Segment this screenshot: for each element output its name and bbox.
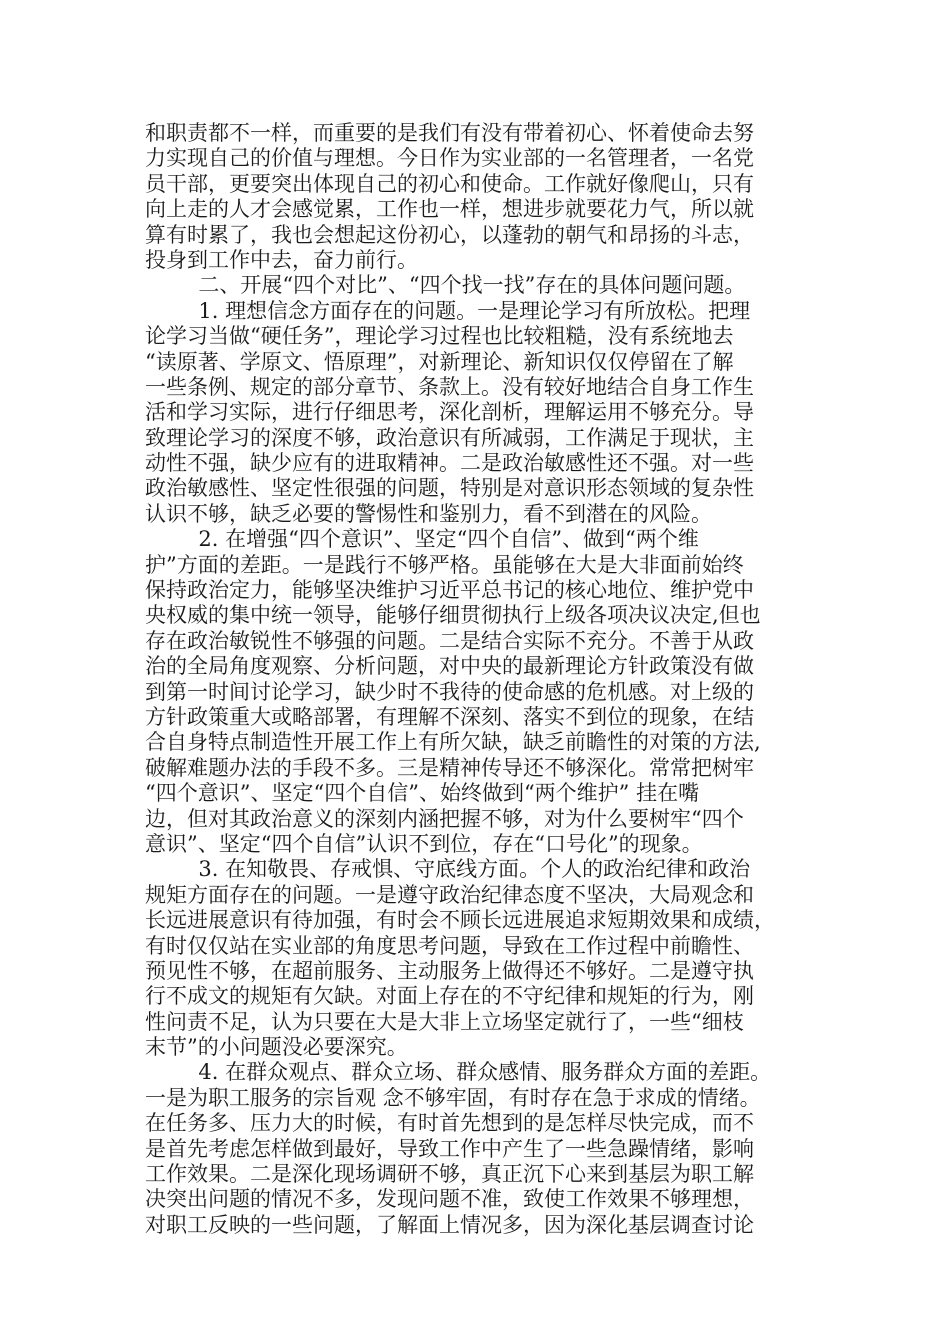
text-line: 1. 理想信念方面存在的问题。一是理论学习有所放松。把理 bbox=[145, 298, 751, 323]
text-line: 活和学习实际，进行仔细思考，深化剖析，理解运用不够充分。导 bbox=[145, 400, 754, 425]
text-line: “读原著、学原文、悟原理”，对新理论、新知识仅仅停留在了解 bbox=[145, 349, 734, 374]
text-line: 边，但对其政治意义的深刻内涵把握不够，对为什么要树牢“四个 bbox=[145, 806, 744, 831]
text-line: 治的全局角度观察、分析问题，对中央的最新理论方针政策没有做 bbox=[145, 654, 754, 679]
text-line: 论学习当做“硬任务”，理论学习过程也比较粗糙，没有系统地去 bbox=[145, 324, 734, 349]
text-line: 和职责都不一样，而重要的是我们有没有带着初心、怀着使命去努 bbox=[145, 121, 754, 145]
text-line: 是首先考虑怎样做到最好，导致工作中产生了一些急躁情绪，影响 bbox=[145, 1136, 754, 1161]
text-line: 3. 在知敬畏、存戒惧、守底线方面。个人的政治纪律和政治 bbox=[145, 857, 751, 882]
text-line: 意识”、坚定“四个自信”认识不到位，存在“口号化”的现象。 bbox=[145, 831, 703, 856]
text-line: 算有时累了，我也会想起这份初心，以蓬勃的朝气和昂扬的斗志， bbox=[145, 222, 754, 247]
document-page bbox=[145, 121, 805, 1238]
text-line: 行不成文的规矩有欠缺。对面上存在的不守纪律和规矩的行为，刚 bbox=[145, 984, 754, 1009]
text-line: 有时仅仅站在实业部的角度思考问题，导致在工作过程中前瞻性、 bbox=[145, 933, 754, 958]
text-line: 决突出问题的情况不多，发现问题不准，致使工作效果不够理想， bbox=[145, 1187, 754, 1212]
text-line: 预见性不够，在超前服务、主动服务上做得还不够好。二是遵守执 bbox=[145, 958, 754, 983]
text-line: 动性不强，缺少应有的进取精神。二是政治敏感性还不强。对一些 bbox=[145, 451, 754, 476]
text-line: 保持政治定力，能够坚决维护习近平总书记的核心地位、维护党中 bbox=[145, 578, 754, 603]
text-line: 方针政策重大或略部署，有理解不深刻、落实不到位的现象，在结 bbox=[145, 704, 754, 729]
text-line: 4. 在群众观点、群众立场、群众感情、服务群众方面的差距。 bbox=[145, 1060, 772, 1085]
text-line: 性问责不足，认为只要在大是大非上立场坚定就行了，一些“细枝 bbox=[145, 1009, 744, 1034]
text-line: 致理论学习的深度不够，政治意识有所减弱，工作满足于现状，主 bbox=[145, 425, 754, 450]
text-line: 一是为职工服务的宗旨观 念不够牢固，有时存在急于求成的情绪。 bbox=[145, 1085, 761, 1110]
text-line: 工作效果。二是深化现场调研不够，真正沉下心来到基层为职工解 bbox=[145, 1162, 754, 1187]
text-line: 认识不够，缺乏必要的警惕性和鉴别力，看不到潜在的风险。 bbox=[145, 501, 712, 526]
text-line: 2. 在增强“四个意识”、坚定“四个自信”、做到“两个维 bbox=[145, 527, 699, 552]
text-line: 规矩方面存在的问题。一是遵守政治纪律态度不坚决，大局观念和 bbox=[145, 882, 754, 907]
text-line: 末节”的小问题没必要深究。 bbox=[145, 1035, 408, 1060]
text-line: 破解难题办法的手段不多。三是精神传导还不够深化。常常把树牢 bbox=[145, 755, 754, 780]
text-line: 力实现自己的价值与理想。今日作为实业部的一名管理者，一名党 bbox=[145, 146, 754, 171]
text-line: 投身到工作中去，奋力前行。 bbox=[145, 247, 418, 272]
text-line: 在任务多、压力大的时候，有时首先想到的是怎样尽快完成，而不 bbox=[145, 1111, 754, 1136]
text-line: 合自身特点制造性开展工作上有所欠缺，缺乏前瞻性的对策的方法, bbox=[145, 730, 761, 755]
text-line: 向上走的人才会感觉累，工作也一样，想进步就要花力气，所以就 bbox=[145, 197, 754, 222]
text-line: 对职工反映的一些问题，了解面上情况多，因为深化基层调查讨论 bbox=[145, 1212, 754, 1237]
text-line: 到第一时间讨论学习，缺少时不我待的使命感的危机感。对上级的 bbox=[145, 679, 754, 704]
text-line: 员干部，更要突出体现自己的初心和使命。工作就好像爬山，只有 bbox=[145, 171, 754, 196]
section-heading: 二、开展“四个对比”、“四个找一找”存在的具体问题问题。 bbox=[145, 273, 746, 298]
text-line: 央权威的集中统一领导，能够仔细贯彻执行上级各项决议决定,但也 bbox=[145, 603, 761, 628]
text-line: “四个意识”、坚定“四个自信”、始终做到“两个维护” 挂在嘴 bbox=[145, 781, 700, 806]
text-line: 长远进展意识有待加强，有时会不顾长远进展追求短期效果和成绩， bbox=[145, 908, 775, 933]
text-line: 一些条例、规定的部分章节、条款上。没有较好地结合自身工作生 bbox=[145, 374, 754, 399]
text-line: 政治敏感性、坚定性很强的问题，特别是对意识形态领域的复杂性 bbox=[145, 476, 754, 501]
text-line: 护”方面的差距。一是践行不够严格。虽能够在大是大非面前始终 bbox=[145, 552, 744, 577]
text-line: 存在政治敏锐性不够强的问题。二是结合实际不充分。不善于从政 bbox=[145, 628, 754, 653]
